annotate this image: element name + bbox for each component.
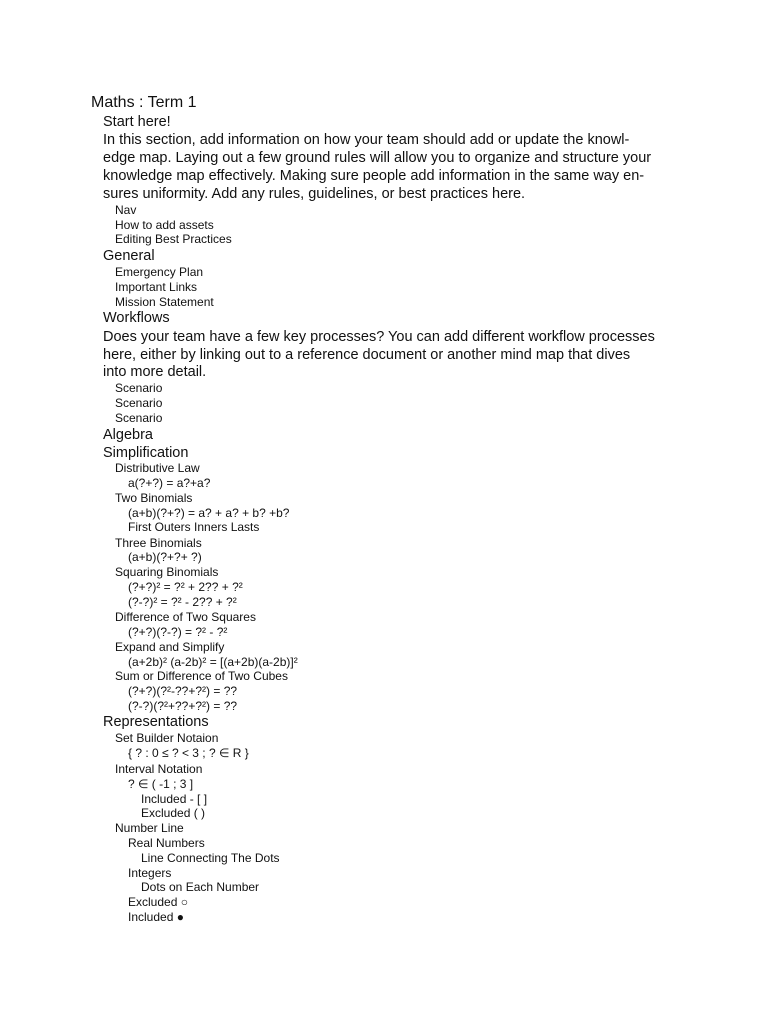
section-heading-general: General <box>103 248 155 264</box>
list-item-nav: Nav <box>115 203 137 217</box>
topic-set-builder: Set Builder Notaion <box>115 731 219 745</box>
topic-number-line: Number Line <box>115 821 184 835</box>
topic-three-binomials: Three Binomials <box>115 536 202 550</box>
paragraph-line: knowledge map effectively. Making sure people add information in the same way en- <box>103 168 645 184</box>
document-title: Maths : Term 1 <box>91 94 197 111</box>
formula-difference-cubes: (?-?)(?²+??+?²) = ?? <box>128 699 238 713</box>
formula-sum-cubes: (?+?)(?²-??+?²) = ?? <box>128 684 238 698</box>
paragraph-line: edge map. Laying out a few ground rules will allow you to organize and structure your <box>103 150 652 166</box>
topic-integers: Integers <box>128 866 172 880</box>
section-heading-algebra: Algebra <box>103 427 153 443</box>
note-line-connecting-dots: Line Connecting The Dots <box>141 851 280 865</box>
formula-difference-of-squares: (?+?)(?-?) = ?² - ?² <box>128 625 228 639</box>
formula-square-difference: (?-?)² = ?² - 2?? + ?² <box>128 595 237 609</box>
formula-distributive: a(?+?) = a?+a? <box>128 476 211 490</box>
topic-interval-notation: Interval Notation <box>115 762 203 776</box>
topic-distributive-law: Distributive Law <box>115 461 200 475</box>
note-excluded-symbol: Excluded ○ <box>128 895 188 909</box>
formula-two-binomials: (a+b)(?+?) = a? + a? + b? +b? <box>128 506 290 520</box>
paragraph-line: Does your team have a few key processes? You can add different workflow processes <box>103 329 655 345</box>
note-dots-each-number: Dots on Each Number <box>141 880 260 894</box>
note-excluded-bracket: Excluded ( ) <box>141 806 206 820</box>
formula-three-binomials: (a+b)(?+?+ ?) <box>128 550 202 564</box>
section-heading-workflows: Workflows <box>103 310 170 326</box>
section-heading-representations: Representations <box>103 714 209 730</box>
list-item-important-links: Important Links <box>115 280 198 294</box>
formula-set-builder: { ? : 0 ≤ ? < 3 ; ? ∈ R } <box>128 746 249 760</box>
note-included-symbol: Included ● <box>128 910 184 924</box>
list-item-how-to-add-assets: How to add assets <box>115 218 214 232</box>
topic-sum-difference-cubes: Sum or Difference of Two Cubes <box>115 669 288 683</box>
topic-expand-and-simplify: Expand and Simplify <box>115 640 225 654</box>
paragraph-line: into more detail. <box>103 364 207 380</box>
note-included-bracket: Included - [ ] <box>141 792 208 806</box>
topic-difference-of-squares: Difference of Two Squares <box>115 610 256 624</box>
paragraph-line: In this section, add information on how your team should add or update the knowl- <box>103 132 630 148</box>
list-item-editing-best-practices: Editing Best Practices <box>115 232 232 246</box>
formula-interval: ? ∈ ( -1 ; 3 ] <box>128 777 194 791</box>
list-item-emergency-plan: Emergency Plan <box>115 265 204 279</box>
formula-expand: (a+2b)² (a-2b)² = [(a+2b)(a-2b)]² <box>128 655 298 669</box>
formula-square-sum: (?+?)² = ?² + 2?? + ?² <box>128 580 243 594</box>
topic-squaring-binomials: Squaring Binomials <box>115 565 219 579</box>
list-item-scenario: Scenario <box>115 381 163 395</box>
paragraph-line: here, either by linking out to a reference document or another mind map that dives <box>103 347 631 363</box>
list-item-mission-statement: Mission Statement <box>115 295 214 309</box>
list-item-scenario: Scenario <box>115 411 163 425</box>
section-heading-simplification: Simplification <box>103 445 189 461</box>
section-heading-start-here: Start here! <box>103 114 171 130</box>
topic-real-numbers: Real Numbers <box>128 836 205 850</box>
paragraph-line: sures uniformity. Add any rules, guidelines, or best practices here. <box>103 186 526 202</box>
list-item-scenario: Scenario <box>115 396 163 410</box>
note-foil: First Outers Inners Lasts <box>128 520 260 534</box>
topic-two-binomials: Two Binomials <box>115 491 193 505</box>
